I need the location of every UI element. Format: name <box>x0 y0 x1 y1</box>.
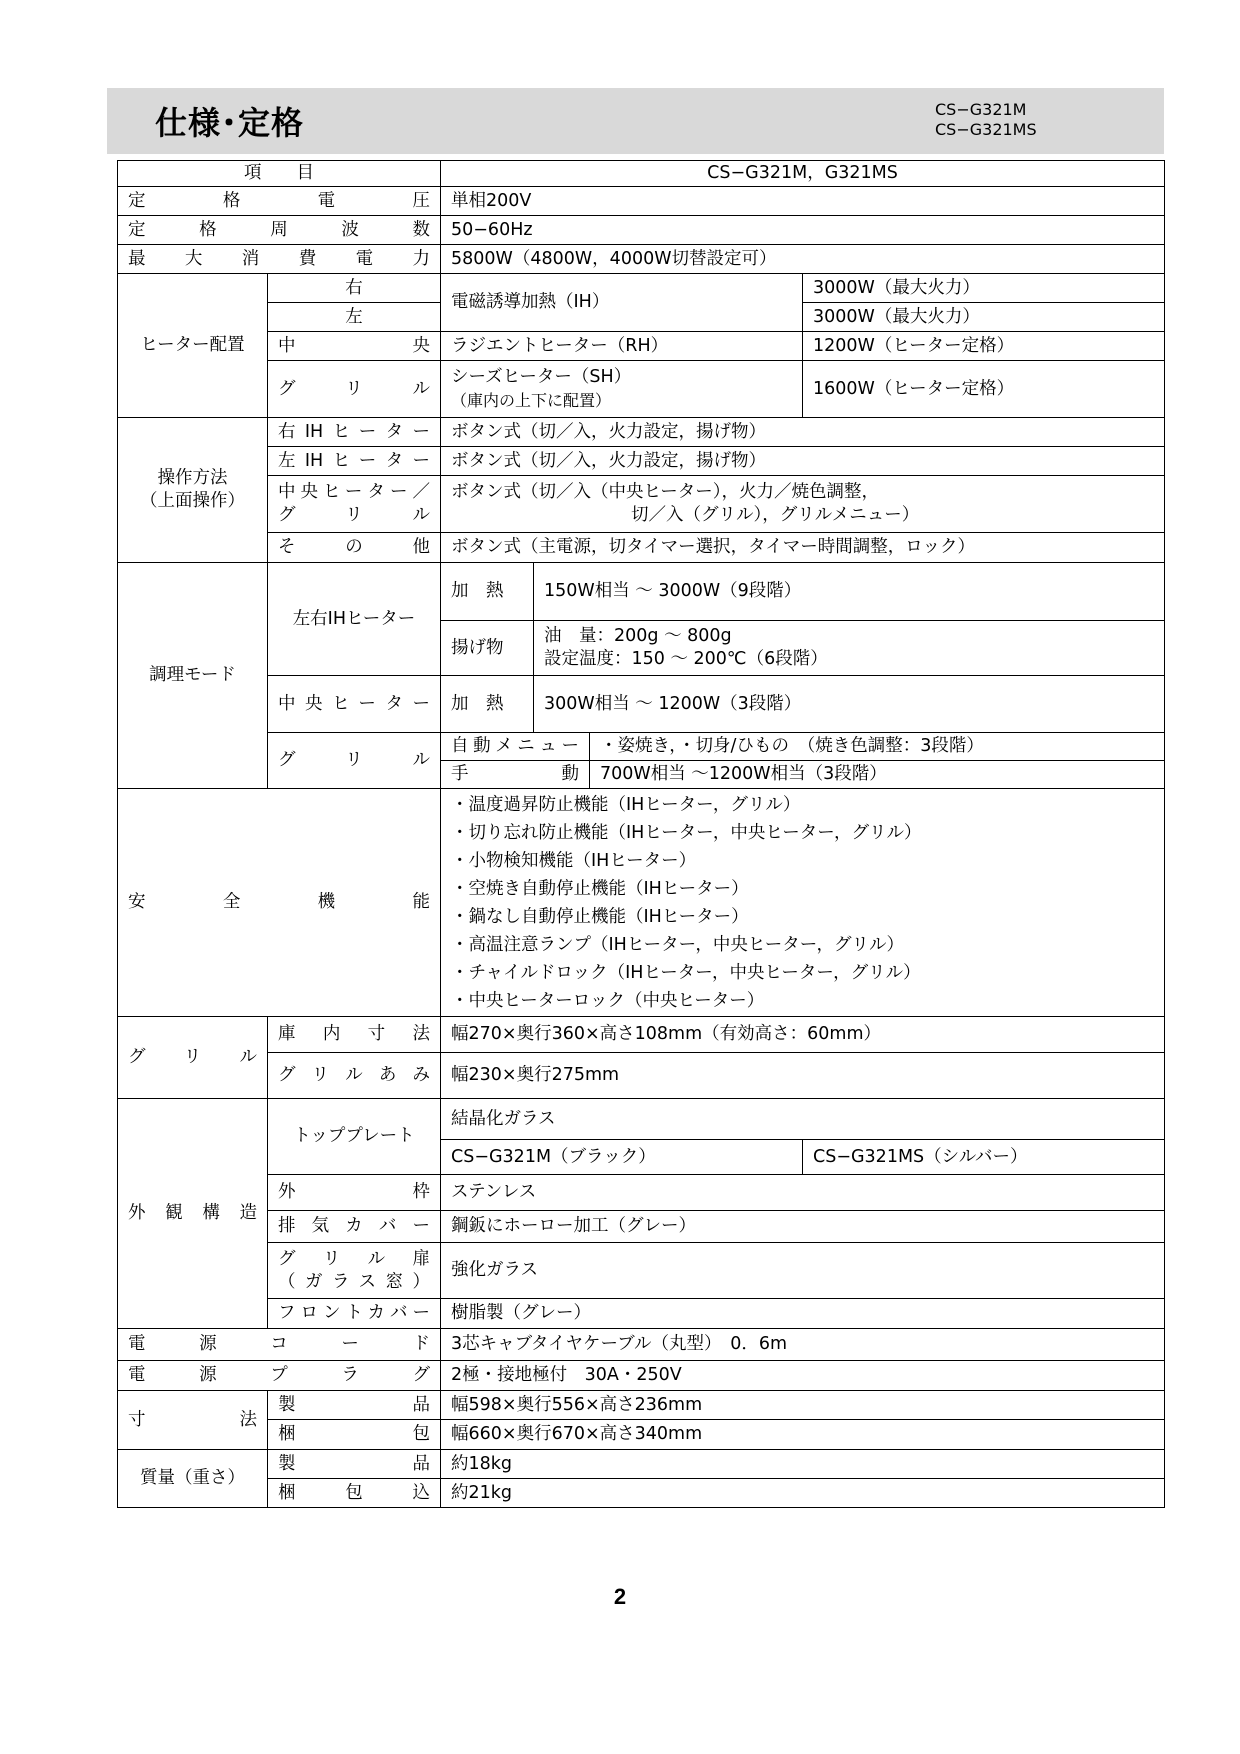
row-value: 3芯キャブタイヤケーブル（丸型） 0．6m <box>441 1329 1165 1361</box>
list-item: ・チャイルドロック（IHヒーター，中央ヒーター，グリル） <box>451 962 921 983</box>
sub-label: 左右IHヒーター <box>268 563 441 676</box>
list-item: ・高温注意ランプ（IHヒーター，中央ヒーター，グリル） <box>451 934 905 955</box>
mode-label: 加 熱 <box>441 676 534 733</box>
row-value: 幅598×奥行556×高さ236mm <box>441 1391 1165 1420</box>
table-row <box>118 1017 1165 1053</box>
table-row <box>118 1391 1165 1420</box>
heater-type-note: （庫内の上下に配置） <box>451 391 612 410</box>
table-row <box>118 1299 1165 1329</box>
table-row <box>118 418 1165 447</box>
sub-label: 右 <box>268 274 441 303</box>
table-row <box>118 447 1165 476</box>
sub-label-line: （ガラス窓） <box>278 1271 430 1292</box>
heater-power: 1600W（ヒーター定格） <box>803 361 1165 418</box>
group-label: ヒーター配置 <box>118 274 268 418</box>
group-label-line: 操作方法 <box>157 468 228 488</box>
table-row <box>118 1479 1165 1508</box>
row-value: ボタン式（切／入，火力設定，揚げ物） <box>441 418 1165 447</box>
mode-value: 150W相当 ～ 3000W（9段階） <box>534 563 1165 621</box>
table-row <box>118 1211 1165 1243</box>
sub-label: 右IHヒーター <box>268 418 441 447</box>
sub-label: 中央 <box>268 332 441 361</box>
row-value: 50−60Hz <box>441 216 1165 245</box>
row-value: 2極・接地極付 30A・250V <box>441 1361 1165 1391</box>
table-row <box>118 245 1165 274</box>
table-row <box>118 216 1165 245</box>
mode-label: 手動 <box>441 761 590 789</box>
list-item: ・空焼き自動停止機能（IHヒーター） <box>451 878 749 899</box>
sub-label-line: グリル扉 <box>278 1248 430 1269</box>
header-label: 項 目 <box>118 161 441 187</box>
sub-label: 外枠 <box>268 1175 441 1211</box>
table-row <box>118 1243 1165 1299</box>
mode-label: 揚げ物 <box>441 621 534 676</box>
header-value: CS−G321M，G321MS <box>441 161 1165 187</box>
mode-value: 300W相当 ～ 1200W（3段階） <box>534 676 1165 733</box>
table-row <box>118 1329 1165 1361</box>
heater-power: 1200W（ヒーター定格） <box>803 332 1165 361</box>
group-label: 寸法 <box>118 1391 268 1450</box>
model-number: CS−G321M <box>935 100 1027 119</box>
group-label: 質量（重さ） <box>118 1450 268 1508</box>
heater-power: 3000W（最大火力） <box>803 274 1165 303</box>
table-row <box>118 1053 1165 1099</box>
row-value: CS−G321M（ブラック） <box>441 1140 803 1175</box>
sub-label: グリルあみ <box>268 1053 441 1099</box>
table-row <box>118 274 1165 303</box>
sub-label: 梱包込 <box>268 1479 441 1508</box>
row-value: 約18kg <box>441 1450 1165 1479</box>
value-line: 切／入（グリル），グリルメニュー） <box>631 505 920 525</box>
sub-label: グリル <box>268 361 441 418</box>
row-value: 幅230×奥行275mm <box>441 1053 1165 1099</box>
group-label: グリル <box>118 1017 268 1099</box>
heater-type: ラジエントヒーター（RH） <box>441 332 803 361</box>
group-label: 安全機能 <box>118 789 441 1017</box>
heater-type: 電磁誘導加熱（IH） <box>441 274 803 332</box>
row-value: ボタン式（切／入，火力設定，揚げ物） <box>441 447 1165 476</box>
list-item: ・切り忘れ防止機能（IHヒーター，中央ヒーター，グリル） <box>451 822 922 843</box>
sub-label: グリル <box>268 733 441 789</box>
table-row <box>118 1450 1165 1479</box>
table-row <box>118 1175 1165 1211</box>
value-line: 油 量：200g ～ 800g <box>544 626 732 646</box>
mode-value <box>534 621 1165 676</box>
spec-table <box>117 160 1165 1508</box>
table-row <box>118 476 1165 533</box>
table-row <box>118 332 1165 361</box>
sub-label <box>268 1243 441 1299</box>
list-item: ・温度過昇防止機能（IHヒーター，グリル） <box>451 794 801 815</box>
group-label <box>118 418 268 563</box>
row-value: ボタン式（主電源，切タイマー選択，タイマー時間調整，ロック） <box>441 533 1165 563</box>
row-label: 定格周波数 <box>118 216 441 245</box>
row-value: ステンレス <box>441 1175 1165 1211</box>
sub-label: 製品 <box>268 1391 441 1420</box>
mode-value: 700W相当 ～1200W相当（3段階） <box>590 761 1165 789</box>
row-label: 電源コード <box>118 1329 441 1361</box>
row-value: 結晶化ガラス <box>441 1099 1165 1140</box>
list-item: ・鍋なし自動停止機能（IHヒーター） <box>451 906 749 927</box>
row-value: 単相200V <box>441 187 1165 216</box>
table-row <box>118 1099 1165 1140</box>
table-row <box>118 789 1165 1017</box>
list-item: ・中央ヒーターロック（中央ヒーター） <box>451 990 765 1011</box>
table-row <box>118 733 1165 761</box>
table-row <box>118 361 1165 418</box>
sub-label: その他 <box>268 533 441 563</box>
table-row <box>118 1420 1165 1450</box>
sub-label: 庫内寸法 <box>268 1017 441 1053</box>
group-label-line: （上面操作） <box>140 491 245 511</box>
table-row <box>118 533 1165 563</box>
table-row <box>118 1361 1165 1391</box>
table-row <box>118 563 1165 621</box>
row-value: 5800W（4800W，4000W切替設定可） <box>441 245 1165 274</box>
row-value: 樹脂製（グレー） <box>441 1299 1165 1329</box>
section-header <box>107 88 1164 154</box>
row-value: CS−G321MS（シルバー） <box>803 1140 1165 1175</box>
value-line: ボタン式（切／入（中央ヒーター），火力／焼色調整， <box>451 482 880 502</box>
row-label: 電源プラグ <box>118 1361 441 1391</box>
heater-type <box>441 361 803 418</box>
mode-value: ・姿焼き，・切身/ひもの （焼き色調整：3段階） <box>590 733 1165 761</box>
sub-label-line: 中央ヒーター／ <box>278 482 430 502</box>
sub-label: 製品 <box>268 1450 441 1479</box>
model-numbers <box>935 100 1037 140</box>
sub-label: 左IHヒーター <box>268 447 441 476</box>
sub-label: フロントカバー <box>268 1299 441 1329</box>
model-number: CS−G321MS <box>935 120 1037 139</box>
row-value: 強化ガラス <box>441 1243 1165 1299</box>
heater-type-line: シーズヒーター（SH） <box>451 367 632 387</box>
row-value <box>441 476 1165 533</box>
table-row <box>118 161 1165 187</box>
row-value: 幅270×奥行360×高さ108mm（有効高さ：60mm） <box>441 1017 1165 1053</box>
row-value: 約21kg <box>441 1479 1165 1508</box>
list-item: ・小物検知機能（IHヒーター） <box>451 850 697 871</box>
sub-label: 中央ヒーター <box>268 676 441 733</box>
group-label: 外観構造 <box>118 1099 268 1329</box>
row-label: 定格電圧 <box>118 187 441 216</box>
value-line: 設定温度：150 ～ 200℃（6段階） <box>544 649 828 669</box>
group-label: 調理モード <box>118 563 268 789</box>
row-label: 最大消費電力 <box>118 245 441 274</box>
page-number: 2 <box>613 1584 627 1609</box>
sub-label: トッププレート <box>268 1099 441 1175</box>
row-value: 幅660×奥行670×高さ340mm <box>441 1420 1165 1450</box>
heater-power: 3000W（最大火力） <box>803 303 1165 332</box>
row-value: 鋼鈑にホーロー加工（グレー） <box>441 1211 1165 1243</box>
sub-label: 梱包 <box>268 1420 441 1450</box>
safety-list <box>441 789 1165 1017</box>
sub-label: 左 <box>268 303 441 332</box>
page-title: 仕様･定格 <box>155 104 305 142</box>
mode-label: 自動メニュー <box>441 733 590 761</box>
sub-label <box>268 476 441 533</box>
mode-label: 加 熱 <box>441 563 534 621</box>
table-row <box>118 187 1165 216</box>
sub-label: 排気カバー <box>268 1211 441 1243</box>
table-row <box>118 676 1165 733</box>
sub-label-line: グリル <box>278 505 430 525</box>
